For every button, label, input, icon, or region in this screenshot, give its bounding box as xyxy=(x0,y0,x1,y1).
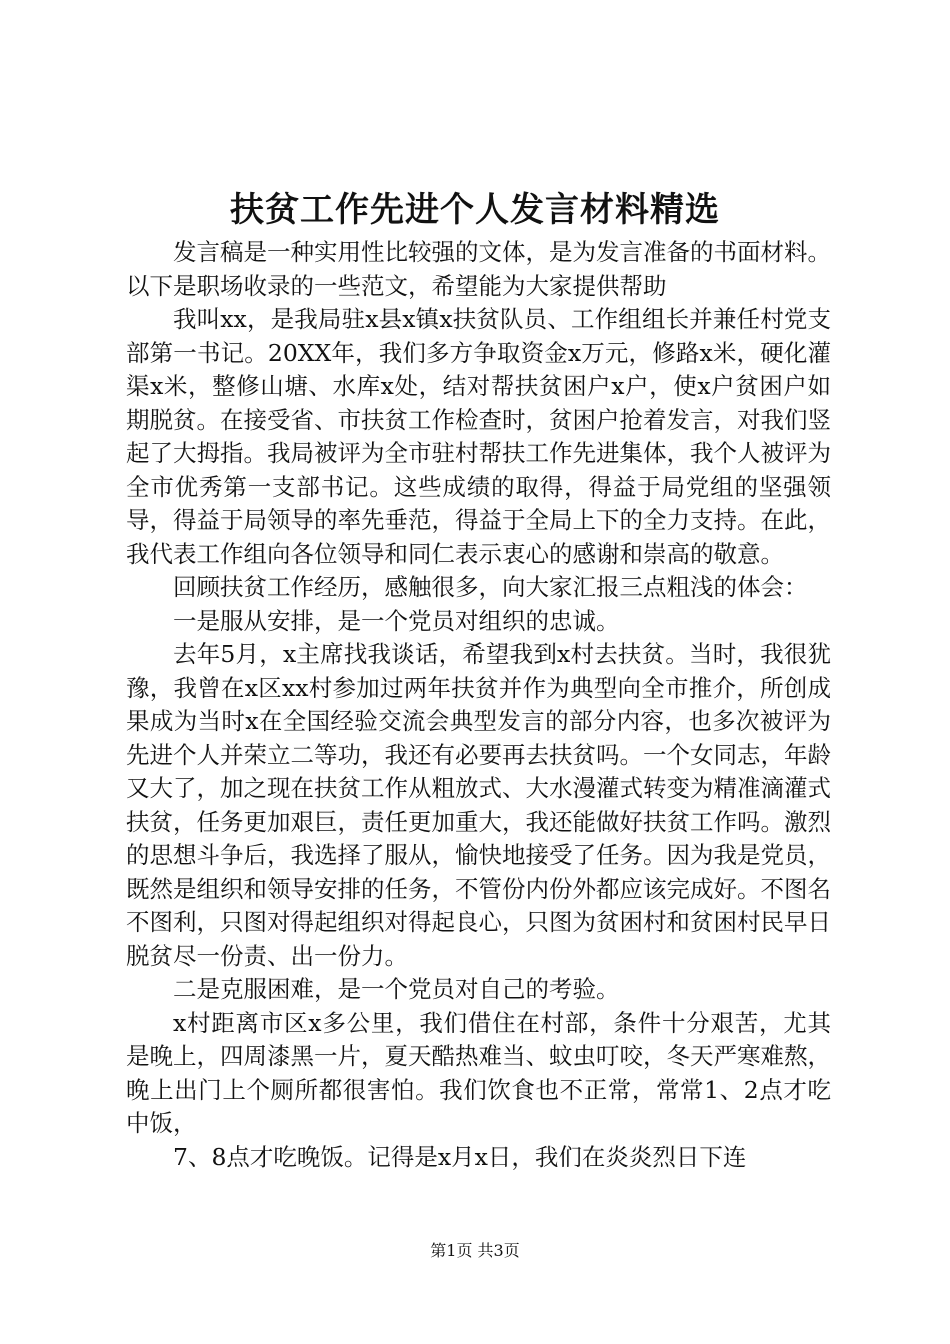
paragraph-review: 回顾扶贫工作经历，感触很多，向大家汇报三点粗浅的体会： xyxy=(173,573,808,601)
paragraph-point-two-continued: 7、8点才吃晚饭。记得是x月x日，我们在炎炎烈日下连 xyxy=(173,1142,747,1171)
paragraph-point-two-body: x村距离市区x多公里，我们借住在村部，条件十分艰苦，尤其是晚上，四周漆黑一片，夏天酷热难当、蚊虫叮咬，冬天严寒难熬，晚上出门上个厕所都很害怕。我们饮食也不正常，常常1、2点才吃中饭， xyxy=(126,1008,831,1137)
paragraph-point-one-body: 去年5月，x主席找我谈话，希望我到x村去扶贫。当时，我很犹豫，我曾在x区xx村参加过两年扶贫并作为典型向全市推介，所创成果成为当时x在全国经验交流会典型发言的部分内容，也多次被评为先进个人并荣立二等功，我还有必要再去扶贫吗。一个女同志，年龄又大了，加之现在扶贫工作从粗放式、大水漫灌式转变为精准滴灌式扶贫，任务更加艰巨，责任更加重大，我还能做好扶贫工作吗。激烈的思想斗争后，我选择了服从，愉快地接受了任务。因为我是党员，既然是组织和领导安排的任务，不管份内份外都应该完成好。不图名不图利，只图对得起组织对得起良心，只图为贫困村和贫困村民早日脱贫尽一份责、出一份力。 xyxy=(126,640,831,970)
paragraph-point-one-heading: 一是服从安排，是一个党员对组织的忠诚。 xyxy=(173,606,620,635)
paragraph-point-two-heading: 二是克服困难，是一个党员对自己的考验。 xyxy=(173,975,620,1003)
page-number-footer: 第1页 共3页 xyxy=(430,1241,520,1260)
document-body xyxy=(126,236,831,1174)
paragraph-intro: 发言稿是一种实用性比较强的文体，是为发言准备的书面材料。以下是职场收录的一些范文，希望能为大家提供帮助 xyxy=(126,238,831,300)
document-title: 扶贫工作先进个人发言材料精选 xyxy=(230,190,720,230)
paragraph-self-introduction: 我叫xx，是我局驻x县x镇x扶贫队员、工作组组长并兼任村党支部第一书记。20XX年，我们多方争取资金x万元，修路x米，硬化灌渠x米，整修山塘、水库x处，结对帮扶贫困户x户，使x户贫困户如期脱贫。在接受省、市扶贫工作检查时，贫困户抢着发言，对我们竖起了大拇指。我局被评为全市驻村帮扶工作先进集体，我个人被评为全市优秀第一支部书记。这些成绩的取得，得益于局党组的坚强领导，得益于局领导的率先垂范，得益于全局上下的全力支持。在此，我代表工作组向各位领导和同仁表示衷心的感谢和崇高的敬意。 xyxy=(126,305,831,568)
